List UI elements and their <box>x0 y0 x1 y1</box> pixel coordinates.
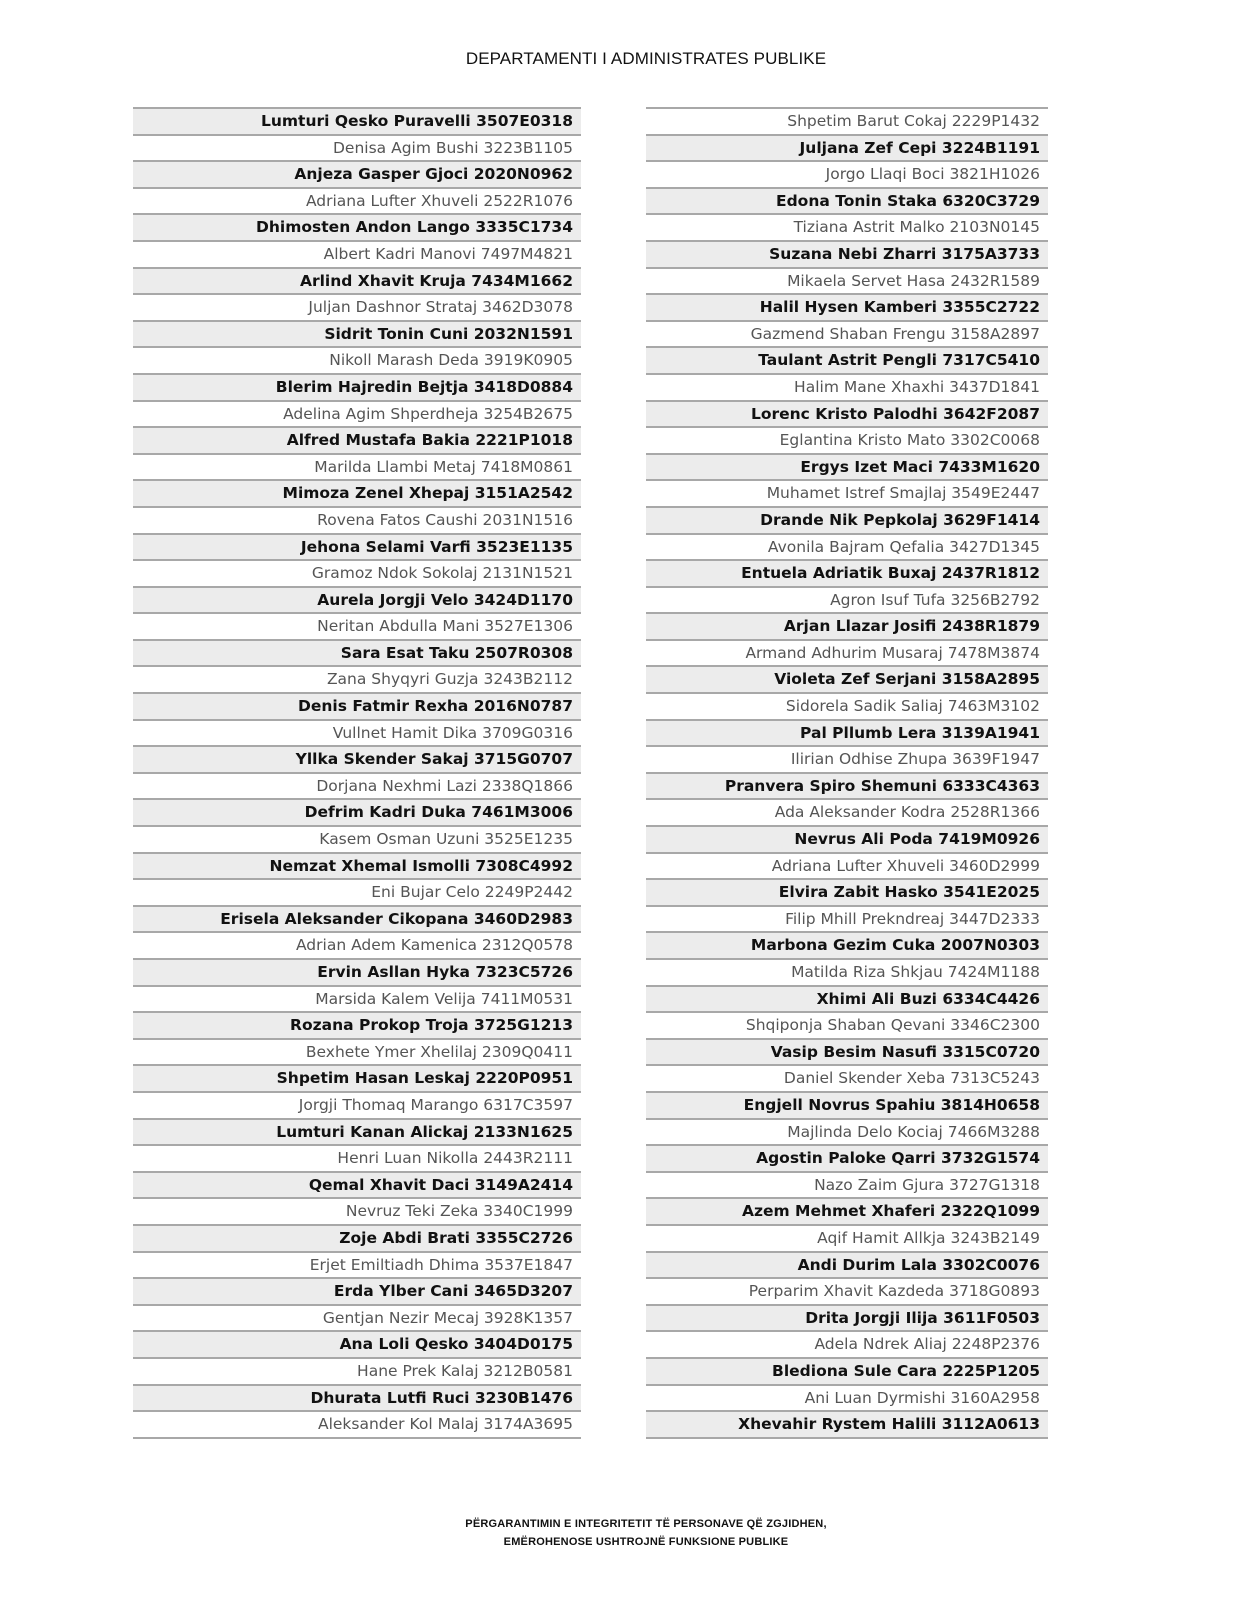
list-item: Jehona Selami Varfi 3523E1135 <box>133 535 581 562</box>
list-item: Edona Tonin Staka 6320C3729 <box>646 189 1048 216</box>
list-item: Juljana Zef Cepi 3224B1191 <box>646 136 1048 163</box>
list-item: Zoje Abdi Brati 3355C2726 <box>133 1226 581 1253</box>
list-item: Ilirian Odhise Zhupa 3639F1947 <box>646 747 1048 774</box>
list-item: Defrim Kadri Duka 7461M3006 <box>133 800 581 827</box>
list-item: Ada Aleksander Kodra 2528R1366 <box>646 800 1048 827</box>
list-item: Vullnet Hamit Dika 3709G0316 <box>133 721 581 748</box>
list-item: Marilda Llambi Metaj 7418M0861 <box>133 455 581 482</box>
list-item: Tiziana Astrit Malko 2103N0145 <box>646 215 1048 242</box>
right-name-column <box>646 107 1048 1439</box>
list-item: Pal Pllumb Lera 3139A1941 <box>646 721 1048 748</box>
list-item: Aurela Jorgji Velo 3424D1170 <box>133 588 581 615</box>
list-item: Gazmend Shaban Frengu 3158A2897 <box>646 322 1048 349</box>
left-name-column <box>133 107 581 1439</box>
list-item: Aqif Hamit Allkja 3243B2149 <box>646 1226 1048 1253</box>
list-item: Ani Luan Dyrmishi 3160A2958 <box>646 1386 1048 1413</box>
list-item: Vasip Besim Nasufi 3315C0720 <box>646 1040 1048 1067</box>
list-item: Adriana Lufter Xhuveli 3460D2999 <box>646 854 1048 881</box>
list-item: Ana Loli Qesko 3404D0175 <box>133 1332 581 1359</box>
list-item: Gramoz Ndok Sokolaj 2131N1521 <box>133 561 581 588</box>
list-item: Kasem Osman Uzuni 3525E1235 <box>133 827 581 854</box>
list-item: Xhevahir Rystem Halili 3112A0613 <box>646 1412 1048 1439</box>
list-item: Dhimosten Andon Lango 3335C1734 <box>133 215 581 242</box>
list-item: Avonila Bajram Qefalia 3427D1345 <box>646 535 1048 562</box>
list-item: Mikaela Servet Hasa 2432R1589 <box>646 269 1048 296</box>
list-item: Mimoza Zenel Xhepaj 3151A2542 <box>133 481 581 508</box>
list-item: Violeta Zef Serjani 3158A2895 <box>646 667 1048 694</box>
list-item: Arlind Xhavit Kruja 7434M1662 <box>133 269 581 296</box>
list-item: Lorenc Kristo Palodhi 3642F2087 <box>646 402 1048 429</box>
list-item: Agostin Paloke Qarri 3732G1574 <box>646 1146 1048 1173</box>
list-item: Shpetim Barut Cokaj 2229P1432 <box>646 109 1048 136</box>
list-item: Blerim Hajredin Bejtja 3418D0884 <box>133 375 581 402</box>
list-item: Dorjana Nexhmi Lazi 2338Q1866 <box>133 774 581 801</box>
footer-line-1: PËRGARANTIMIN E INTEGRITETIT TË PERSONAVE QË ZGJIDHEN, <box>465 1518 827 1530</box>
list-item: Arjan Llazar Josifi 2438R1879 <box>646 614 1048 641</box>
list-item: Xhimi Ali Buzi 6334C4426 <box>646 987 1048 1014</box>
list-item: Taulant Astrit Pengli 7317C5410 <box>646 348 1048 375</box>
list-item: Andi Durim Lala 3302C0076 <box>646 1253 1048 1280</box>
list-item: Drita Jorgji Ilija 3611F0503 <box>646 1306 1048 1333</box>
list-item: Elvira Zabit Hasko 3541E2025 <box>646 880 1048 907</box>
list-item: Lumturi Kanan Alickaj 2133N1625 <box>133 1120 581 1147</box>
list-item: Rozana Prokop Troja 3725G1213 <box>133 1013 581 1040</box>
list-item: Suzana Nebi Zharri 3175A3733 <box>646 242 1048 269</box>
list-item: Jorgji Thomaq Marango 6317C3597 <box>133 1093 581 1120</box>
list-item: Nazo Zaim Gjura 3727G1318 <box>646 1173 1048 1200</box>
list-item: Marsida Kalem Velija 7411M0531 <box>133 987 581 1014</box>
list-item: Filip Mhill Prekndreaj 3447D2333 <box>646 907 1048 934</box>
list-item: Gentjan Nezir Mecaj 3928K1357 <box>133 1306 581 1333</box>
list-item: Shqiponja Shaban Qevani 3346C2300 <box>646 1013 1048 1040</box>
list-item: Ervin Asllan Hyka 7323C5726 <box>133 960 581 987</box>
list-item: Zana Shyqyri Guzja 3243B2112 <box>133 667 581 694</box>
list-item: Eglantina Kristo Mato 3302C0068 <box>646 428 1048 455</box>
list-item: Adriana Lufter Xhuveli 2522R1076 <box>133 189 581 216</box>
list-item: Jorgo Llaqi Boci 3821H1026 <box>646 162 1048 189</box>
list-item: Perparim Xhavit Kazdeda 3718G0893 <box>646 1279 1048 1306</box>
list-item: Bexhete Ymer Xhelilaj 2309Q0411 <box>133 1040 581 1067</box>
list-item: Aleksander Kol Malaj 3174A3695 <box>133 1412 581 1439</box>
list-item: Adela Ndrek Aliaj 2248P2376 <box>646 1332 1048 1359</box>
page-title: DEPARTAMENTI I ADMINISTRATES PUBLIKE <box>465 49 827 68</box>
list-item: Yllka Skender Sakaj 3715G0707 <box>133 747 581 774</box>
list-item: Anjeza Gasper Gjoci 2020N0962 <box>133 162 581 189</box>
list-item: Erisela Aleksander Cikopana 3460D2983 <box>133 907 581 934</box>
list-item: Pranvera Spiro Shemuni 6333C4363 <box>646 774 1048 801</box>
list-item: Halil Hysen Kamberi 3355C2722 <box>646 295 1048 322</box>
list-item: Shpetim Hasan Leskaj 2220P0951 <box>133 1066 581 1093</box>
list-item: Hane Prek Kalaj 3212B0581 <box>133 1359 581 1386</box>
list-item: Adelina Agim Shperdheja 3254B2675 <box>133 402 581 429</box>
list-item: Denisa Agim Bushi 3223B1105 <box>133 136 581 163</box>
list-item: Muhamet Istref Smajlaj 3549E2447 <box>646 481 1048 508</box>
list-item: Matilda Riza Shkjau 7424M1188 <box>646 960 1048 987</box>
list-item: Marbona Gezim Cuka 2007N0303 <box>646 933 1048 960</box>
list-item: Nemzat Xhemal Ismolli 7308C4992 <box>133 854 581 881</box>
list-item: Eni Bujar Celo 2249P2442 <box>133 880 581 907</box>
list-item: Engjell Novrus Spahiu 3814H0658 <box>646 1093 1048 1120</box>
list-item: Juljan Dashnor Strataj 3462D3078 <box>133 295 581 322</box>
list-item: Denis Fatmir Rexha 2016N0787 <box>133 694 581 721</box>
list-item: Nikoll Marash Deda 3919K0905 <box>133 348 581 375</box>
list-item: Rovena Fatos Caushi 2031N1516 <box>133 508 581 535</box>
list-item: Henri Luan Nikolla 2443R2111 <box>133 1146 581 1173</box>
list-item: Armand Adhurim Musaraj 7478M3874 <box>646 641 1048 668</box>
list-item: Drande Nik Pepkolaj 3629F1414 <box>646 508 1048 535</box>
list-item: Dhurata Lutfi Ruci 3230B1476 <box>133 1386 581 1413</box>
list-item: Lumturi Qesko Puravelli 3507E0318 <box>133 109 581 136</box>
list-item: Blediona Sule Cara 2225P1205 <box>646 1359 1048 1386</box>
list-item: Neritan Abdulla Mani 3527E1306 <box>133 614 581 641</box>
list-item: Qemal Xhavit Daci 3149A2414 <box>133 1173 581 1200</box>
list-item: Agron Isuf Tufa 3256B2792 <box>646 588 1048 615</box>
list-item: Sidrit Tonin Cuni 2032N1591 <box>133 322 581 349</box>
list-item: Ergys Izet Maci 7433M1620 <box>646 455 1048 482</box>
list-item: Azem Mehmet Xhaferi 2322Q1099 <box>646 1199 1048 1226</box>
list-item: Nevrus Ali Poda 7419M0926 <box>646 827 1048 854</box>
list-item: Halim Mane Xhaxhi 3437D1841 <box>646 375 1048 402</box>
list-item: Sidorela Sadik Saliaj 7463M3102 <box>646 694 1048 721</box>
list-item: Albert Kadri Manovi 7497M4821 <box>133 242 581 269</box>
list-item: Majlinda Delo Kociaj 7466M3288 <box>646 1120 1048 1147</box>
list-item: Adrian Adem Kamenica 2312Q0578 <box>133 933 581 960</box>
list-item: Nevruz Teki Zeka 3340C1999 <box>133 1199 581 1226</box>
list-item: Entuela Adriatik Buxaj 2437R1812 <box>646 561 1048 588</box>
list-item: Erjet Emiltiadh Dhima 3537E1847 <box>133 1253 581 1280</box>
list-item: Daniel Skender Xeba 7313C5243 <box>646 1066 1048 1093</box>
footer-line-2: EMËROHENOSE USHTROJNË FUNKSIONE PUBLIKE <box>503 1536 789 1548</box>
list-item: Erda Ylber Cani 3465D3207 <box>133 1279 581 1306</box>
list-item: Alfred Mustafa Bakia 2221P1018 <box>133 428 581 455</box>
list-item: Sara Esat Taku 2507R0308 <box>133 641 581 668</box>
